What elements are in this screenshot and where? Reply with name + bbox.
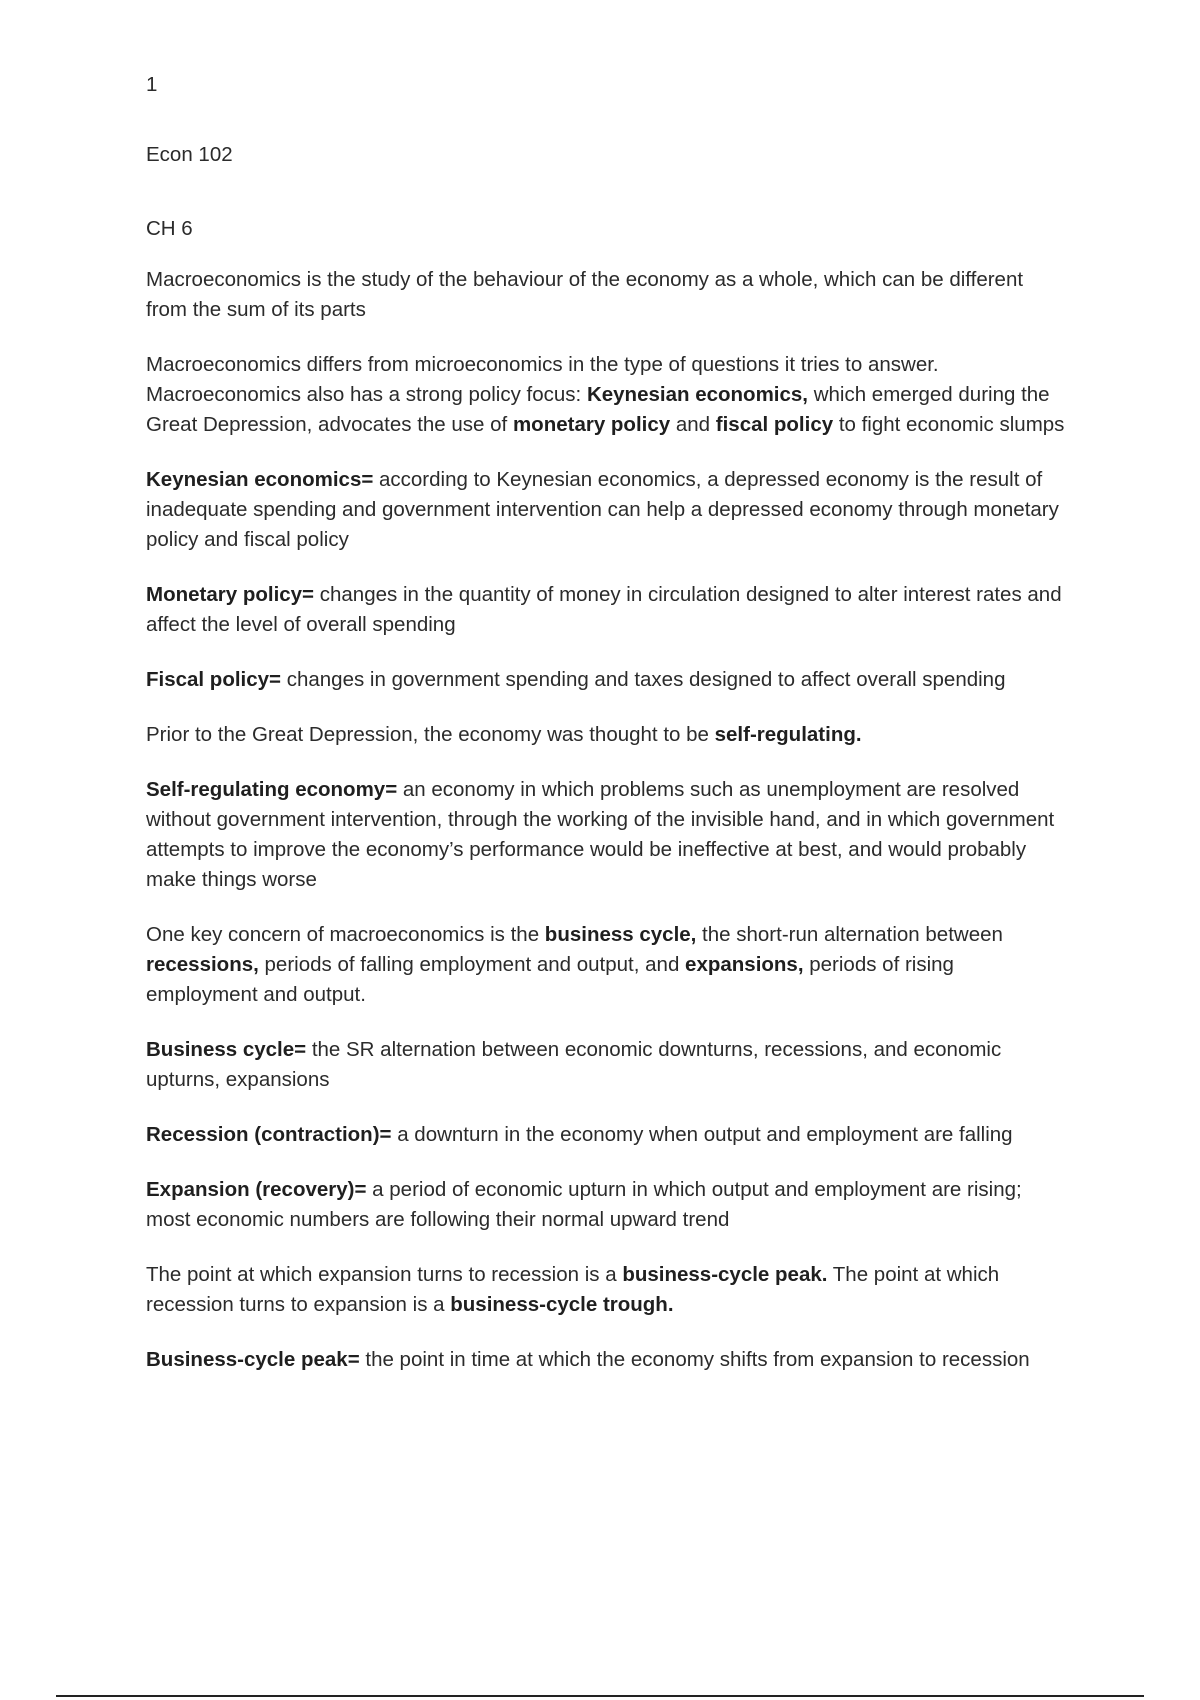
definition-self-regulating-economy [146,775,1066,895]
paragraph-text: The point at which expansion turns to recession is a [146,1263,623,1286]
paragraph-text: periods of falling employment and output, and [258,953,686,976]
definition-text: changes in the quantity of money in circulation designed to alter interest rates and affect the level of overall spending [146,583,1062,636]
term-business-cycle-trough: business-cycle trough. [450,1293,674,1316]
page-number: 1 [146,73,158,96]
paragraph-text: Macroeconomics differs from microeconomics in the type of questions it tries to answer. Macroeconomics also has a strong policy focus: [146,353,939,406]
definition-term: Self-regulating economy= [146,778,398,801]
paragraph-self-regulating [146,720,1066,750]
term-self-regulating: self-regulating. [714,723,862,746]
definition-recession [146,1120,1066,1150]
paragraph-text: The point at which recession turns to expansion is a [146,1263,1000,1316]
definition-fiscal-policy [146,665,1066,695]
paragraph-text: the short-run alternation between [696,923,1003,946]
definition-text: changes in government spending and taxes designed to affect overall spending [281,668,1006,691]
term-keynesian-economics: Keynesian economics, [586,383,808,406]
definition-text: according to Keynesian economics, a depressed economy is the result of inadequate spending and government intervention can help a depressed economy through monetary policy and fiscal policy [146,468,1059,551]
document-page [146,70,1066,1400]
definition-expansion [146,1175,1066,1235]
paragraph-text: periods of rising employment and output. [146,953,954,1006]
definition-text: a downturn in the economy when output and employment are falling [391,1123,1013,1146]
definition-business-cycle-peak [146,1345,1066,1375]
paragraph-text: One key concern of macroeconomics is the [146,923,545,946]
term-business-cycle: business cycle, [544,923,697,946]
definition-text: the SR alternation between economic downturns, recessions, and economic upturns, expansions [146,1038,1002,1091]
definition-term: Monetary policy= [146,583,315,606]
definition-keynesian-economics [146,465,1066,555]
term-monetary-policy: monetary policy [512,413,671,436]
chapter-heading: CH 6 [146,217,193,240]
definition-text: an economy in which problems such as unemployment are resolved without government intervention, through the working of the invisible hand, and in which government attempts to improve the economy’s performance would be ineffective at best, and would probably make things worse [146,778,1055,891]
definition-term: Business cycle= [146,1038,307,1061]
definition-term: Fiscal policy= [146,668,282,691]
definition-monetary-policy [146,580,1066,640]
definition-term: Keynesian economics= [146,468,374,491]
paragraph-text: which emerged during the Great Depression, advocates the use of [146,383,1050,436]
paragraph-macro-definition [146,265,1066,325]
paragraph-peak-trough [146,1260,1066,1320]
definition-term: Recession (contraction)= [146,1123,392,1146]
definition-text: a period of economic upturn in which output and employment are rising; most economic numbers are following their normal upward trend [146,1178,1022,1231]
definition-business-cycle [146,1035,1066,1095]
term-business-cycle-peak: business-cycle peak. [622,1263,828,1286]
paragraph-business-cycle [146,920,1066,1010]
paragraph-macro-vs-micro [146,350,1066,440]
course-title: Econ 102 [146,143,233,166]
paragraph-text: to fight economic slumps [833,413,1065,436]
term-expansions: expansions, [685,953,804,976]
term-fiscal-policy: fiscal policy [715,413,834,436]
paragraph-text: and [670,413,716,436]
page-bottom-divider [56,1695,1144,1697]
definition-term: Business-cycle peak= [146,1348,360,1371]
paragraph-text: Prior to the Great Depression, the economy was thought to be [146,723,715,746]
definition-term: Expansion (recovery)= [146,1178,367,1201]
paragraph-text: Macroeconomics is the study of the behaviour of the economy as a whole, which can be different from the sum of its parts [146,268,1024,321]
term-recessions: recessions, [146,953,259,976]
definition-text: the point in time at which the economy shifts from expansion to recession [359,1348,1030,1371]
